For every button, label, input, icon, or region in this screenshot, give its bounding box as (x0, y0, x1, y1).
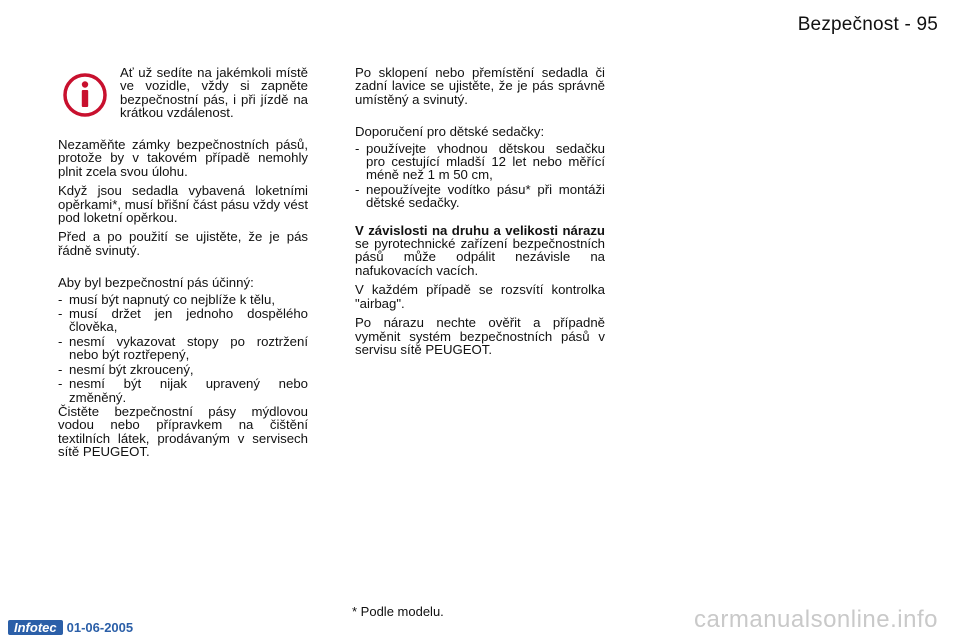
child-seat-list (355, 142, 605, 210)
paragraph-folding: Po sklopení nebo přemístění sedadla či zadní lavice se ujistěte, že je pás správně umístěný a svinutý. (355, 65, 605, 107)
effective-list (58, 293, 308, 404)
paragraph-after-impact: Po nárazu nechte ověřit a případně vyměnit systém bezpečnostních pásů v servisu sítě PEUGEOT. (355, 315, 605, 357)
list-item: - nesmí vykazovat stopy po roztržení nebo být roztřepený, (58, 335, 308, 362)
footnote: * Podle modelu. (352, 604, 444, 619)
page-header: Bezpečnost - 95 (797, 14, 938, 35)
list-item: - používejte vhodnou dětskou sedačku pro cestující mladší 12 let nebo měřící méně než 1 m 50 cm, (355, 142, 605, 182)
paragraph-pyrotechnic (355, 224, 605, 278)
list-item: - musí být napnutý co nejblíže k tělu, (58, 293, 308, 306)
footer-date: 01-06-2005 (66, 619, 134, 635)
effective-intro: Aby byl bezpečnostní pás účinný: (58, 275, 254, 291)
list-item: - nesmí být zkroucený, (58, 363, 308, 376)
left-column (58, 66, 308, 459)
paragraph-armrests: Když jsou sedadla vybavená loketními opěrkami*, musí břišní část pásu vždy vést pod loketní opěrkou. (58, 183, 308, 226)
child-seat-intro: Doporučení pro dětské sedačky: (355, 124, 545, 140)
paragraph-cleaning: Čistěte bezpečnostní pásy mýdlovou vodou nebo přípravkem na čištění textilních látek, prodávaným v servisech sítě PEUGEOT. (58, 403, 308, 460)
right-column (355, 66, 605, 356)
paragraph-rolled: Před a po použití se ujistěte, že je pás řádně svinutý. (58, 229, 308, 258)
info-icon (62, 72, 108, 118)
paragraph-airbag: V každém případě se rozsvítí kontrolka "airbag". (355, 282, 605, 311)
paragraph-locks: Nezaměňte zámky bezpečnostních pásů, protože by v takovém případě nemohly plnit zcela svou úlohu. (58, 137, 308, 179)
list-item: - nepoužívejte vodítko pásu* při montáži dětské sedačky. (355, 183, 605, 210)
list-item: - musí držet jen jednoho dospělého člověka, (58, 307, 308, 334)
info-callout (58, 66, 308, 138)
list-item: - nesmí být nijak upravený nebo změněný. (58, 377, 308, 404)
watermark: carmanualsonline.info (694, 606, 938, 633)
footer-brand (8, 619, 133, 635)
pyro-rest: se pyrotechnické zařízení bezpečnostních pásů může odpálit nezávisle na nafukovacích vacích. (355, 236, 605, 278)
info-text: Ať už sedíte na jakémkoli místě ve vozidle, vždy si zapněte bezpečnostní pás, i při jízdě na krátkou vzdálenost. (120, 65, 308, 121)
pyro-bold: V závislosti na druhu a velikosti nárazu (355, 222, 605, 238)
infotec-logo: Infotec (8, 620, 63, 635)
